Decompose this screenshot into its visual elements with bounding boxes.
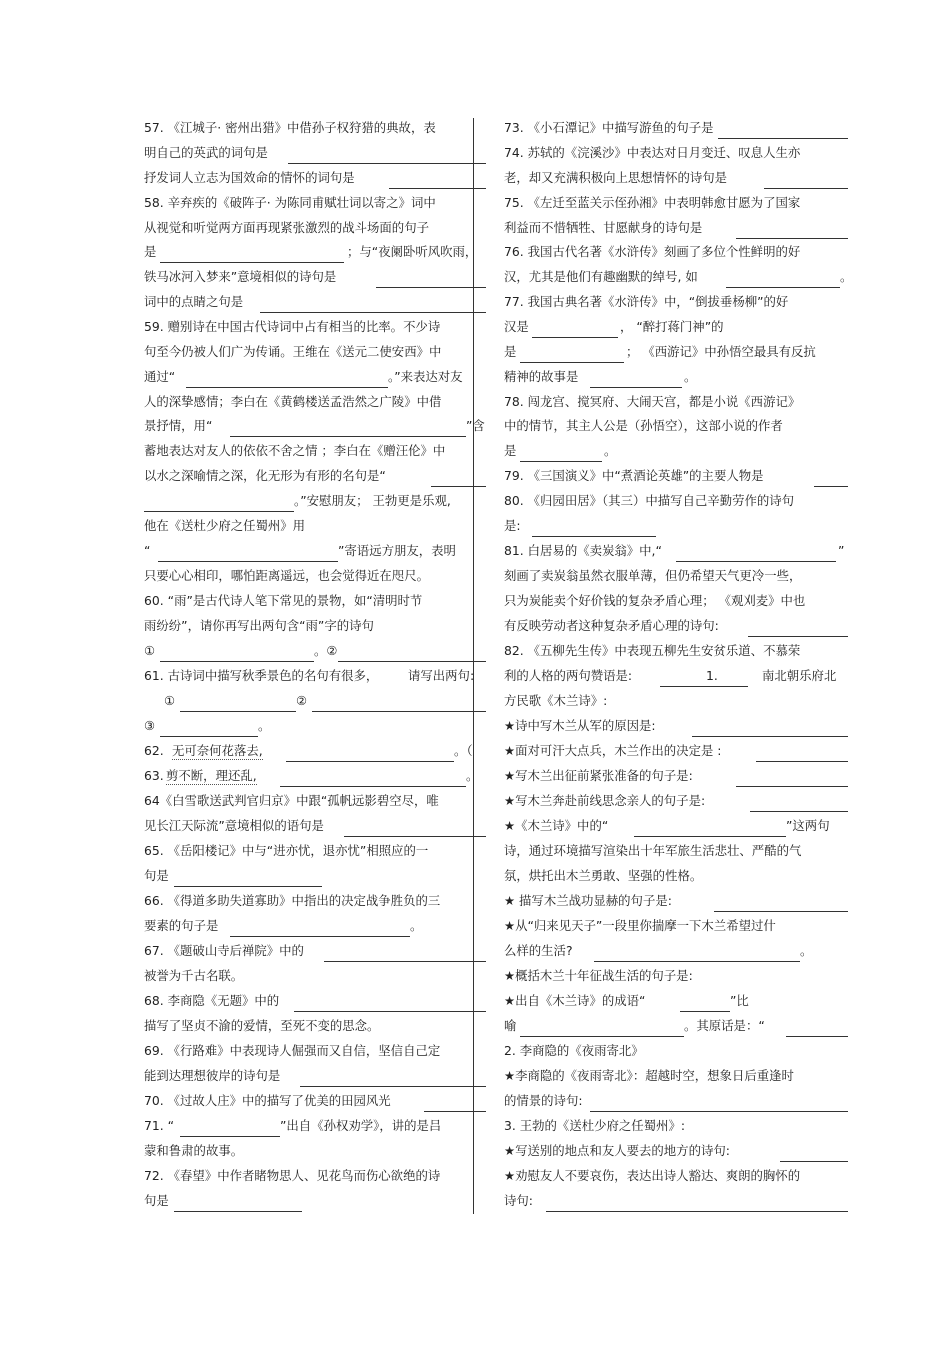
answer-blank[interactable]	[294, 1011, 486, 1012]
q62-end: 。（	[454, 743, 473, 758]
answer-blank[interactable]	[590, 387, 682, 388]
q63-number: 63.	[144, 768, 164, 783]
q60-line3a: ①	[144, 643, 156, 658]
answer-blank[interactable]	[590, 1111, 848, 1112]
q79-line1: 79. 《三国演义》中“煮酒论英雄”的主要人物是	[504, 468, 764, 483]
q59-line7: 以水之深喻情之深，化无形为有形的名句是“	[144, 468, 386, 483]
answer-blank[interactable]	[180, 711, 296, 712]
q58-line5: 词中的点睛之句是	[144, 294, 244, 309]
q59-line10a: “	[144, 543, 151, 558]
q71-line2: 蒙和鲁肃的故事。	[144, 1143, 244, 1158]
answer-blank[interactable]	[312, 711, 486, 712]
answer-blank[interactable]	[736, 238, 848, 239]
q58-line3a: 是	[144, 244, 157, 259]
q65-line1: 65. 《岳阳楼记》中与“进亦忧，退亦忧”相照应的一	[144, 843, 429, 858]
q71-line1b: ”出自《孙权劝学》，讲的是吕	[280, 1118, 442, 1133]
answer-blank[interactable]	[750, 811, 848, 812]
mulan-q2: ★面对可汗大点兵，木兰作出的决定是 :	[504, 743, 722, 758]
q63-end: 。	[466, 768, 479, 783]
answer-blank[interactable]	[230, 936, 410, 937]
q75-line2: 利益而不惜牺牲、甘愿献身的诗句是	[504, 220, 703, 235]
q59-line6: 蓄地表达对友人的依依不舍之情 ；李白在《赠汪伦》中	[144, 443, 446, 458]
mulan-q9-line2b: 。其原话是：“	[684, 1018, 765, 1033]
q77-line4a: 精神的故事是	[504, 369, 579, 384]
q81-line1a: 81. 白居易的《卖炭翁》中,“	[504, 543, 662, 558]
section3-title: 3. 王勃的《送杜少府之任蜀州》:	[504, 1118, 686, 1133]
q77-line3b: ； 《西游记》中孙悟空最具有反抗	[626, 344, 816, 359]
q61-line1a: 61. 古诗词中描写秋季景色的名句有很多，	[144, 668, 379, 683]
answer-blank[interactable]	[692, 736, 848, 737]
answer-blank[interactable]	[160, 262, 344, 263]
q64-line1: 64《白雪歌送武判官归京》中跟“孤帆远影碧空尽，唯	[144, 793, 439, 808]
answer-blank[interactable]	[180, 1136, 280, 1137]
answer-blank[interactable]	[424, 1111, 486, 1112]
answer-blank[interactable]	[431, 486, 486, 487]
q67-line1: 67. 《题破山寺后禅院》中的	[144, 943, 304, 958]
q78-line3a: 是	[504, 443, 517, 458]
answer-blank[interactable]	[376, 287, 486, 288]
mulan-q9b: ”比	[730, 993, 749, 1008]
q58-line3b: ；与“夜阑卧听风吹雨，	[347, 244, 478, 259]
songbie-q2: ★劝慰友人不要哀伤，表达出诗人豁达、爽朗的胸怀的	[504, 1168, 801, 1183]
section1-number: 1.	[706, 668, 718, 683]
q60-line3b: 。②	[314, 643, 338, 658]
answer-blank[interactable]	[230, 436, 466, 437]
q81-line1b: ”	[838, 543, 845, 558]
q74-line1: 74. 苏轼的《浣溪沙》中表达对日月变迁、叹息人生亦	[504, 145, 801, 160]
answer-blank[interactable]	[280, 786, 466, 787]
q81-line3: 只为炭能卖个好价钱的复杂矛盾心理； 《观刈麦》中也	[504, 593, 806, 608]
answer-blank[interactable]	[338, 661, 486, 662]
mulan-q7: ★从“归来见天子”一段里你揣摩一下木兰希望过什	[504, 918, 776, 933]
answer-blank[interactable]	[532, 337, 618, 338]
q78-line3b: 。	[604, 443, 617, 458]
q59-line5a: 景抒情，用“	[144, 418, 213, 433]
q70-line1: 70. 《过故人庄》中的描写了优美的田园风光	[144, 1093, 391, 1108]
answer-blank[interactable]	[532, 536, 656, 537]
answer-blank[interactable]	[344, 836, 486, 837]
mulan-q8: ★概括木兰十年征战生活的句子是:	[504, 968, 693, 983]
section1-title-cont: 方民歌《木兰诗》:	[504, 693, 608, 708]
mulan-q4: ★写木兰奔赴前线思念亲人的句子是:	[504, 793, 706, 808]
q57-line3: 抒发词人立志为国效命的情怀的词句是	[144, 170, 355, 185]
q67-line2: 被誉为千古名联。	[144, 968, 244, 983]
q59-line1: 59. 赠别诗在中国古代诗词中占有相当的比率。不少诗	[144, 319, 441, 334]
answer-blank[interactable]	[748, 636, 848, 637]
q76-line2b: 。	[840, 269, 853, 284]
answer-blank[interactable]	[660, 686, 748, 687]
answer-blank[interactable]	[814, 486, 848, 487]
q68-line1: 68. 李商隐《无题》中的	[144, 993, 280, 1008]
q77-line2b: ， “醉打蒋门神”的	[620, 319, 724, 334]
answer-blank[interactable]	[520, 362, 624, 363]
answer-blank[interactable]	[286, 761, 454, 762]
q57-line2: 明自己的英武的词句是	[144, 145, 268, 160]
q80-line1: 80. 《归园田居》（其三）中描写自己辛勤劳作的诗句	[504, 493, 795, 508]
q64-line2: 见长江天际流”意境相似的语句是	[144, 818, 324, 833]
q66-line2b: 。	[410, 918, 423, 933]
q59-line10b: ”寄语远方朋友，表明	[338, 543, 456, 558]
q74-line2: 老，却又充满积极向上思想情怀的诗句是	[504, 170, 728, 185]
answer-blank[interactable]	[786, 1036, 848, 1037]
answer-blank[interactable]	[520, 1036, 684, 1037]
answer-blank[interactable]	[736, 786, 848, 787]
q68-line2: 描写了坚贞不渝的爱情，至死不变的思念。	[144, 1018, 380, 1033]
songbie-q1: ★写送别的地点和友人要去的地方的诗句:	[504, 1143, 730, 1158]
q80-line2: 是:	[504, 518, 521, 533]
answer-blank[interactable]	[676, 561, 836, 562]
answer-blank[interactable]	[594, 961, 800, 962]
q76-line1: 76. 我国古代名著《水浒传》刻画了多位个性鲜明的好	[504, 244, 801, 259]
yeyu-q1: ★李商隐的《夜雨寄北》：超越时空，想象日后重逢时	[504, 1068, 794, 1083]
answer-blank[interactable]	[634, 836, 786, 837]
answer-blank[interactable]	[324, 961, 486, 962]
mulan-q5-line2: 诗，通过环境描写渲染出十年军旅生活悲壮、严酷的气	[504, 843, 802, 858]
q72-line1: 72. 《春望》中作者睹物思人、见花鸟而伤心欲绝的诗	[144, 1168, 441, 1183]
q82-line1: 82. 《五柳先生传》中表现五柳先生安贫乐道、不慕荣	[504, 643, 801, 658]
answer-blank[interactable]	[260, 312, 486, 313]
q77-line4b: 。	[684, 369, 697, 384]
q61-line2a: ①	[164, 693, 176, 708]
q62-number: 62.	[144, 743, 164, 758]
q81-line2: 刻画了卖炭翁虽然衣服单薄，但仍希望天气更冷一些，	[504, 568, 802, 583]
q60-line2: 雨纷纷”，请你再写出两句含“雨”字的诗句	[144, 618, 374, 633]
q57-line1: 57. 《江城子· 密州出猎》中借孙子权狩猎的典故，表	[144, 120, 436, 135]
q77-line3a: 是	[504, 344, 517, 359]
answer-blank[interactable]	[288, 163, 486, 164]
q75-line1: 75. 《左迁至蓝关示侄孙湘》中表明韩愈甘愿为了国家	[504, 195, 801, 210]
answer-blank[interactable]	[546, 1211, 848, 1212]
q61-line1b: 请写出两句:	[408, 668, 475, 683]
q61-line3b: 。	[258, 718, 271, 733]
mulan-q6: ★ 描写木兰战功显赫的句子是:	[504, 893, 672, 908]
q81-line4: 有反映劳动者这种复杂矛盾心理的诗句:	[504, 618, 719, 633]
mulan-q3: ★写木兰出征前紧张准备的句子是:	[504, 768, 693, 783]
mulan-q5b: ”这两句	[786, 818, 830, 833]
answer-blank[interactable]	[389, 188, 486, 189]
mulan-q9a: ★出自《木兰诗》的成语“	[504, 993, 646, 1008]
q59-line4: 人的深挚感情；李白在《黄鹤楼送孟浩然之广陵》中借	[144, 394, 442, 409]
q63-prompt: 剪不断，理还乱,	[166, 768, 257, 783]
mulan-q1: ★诗中写木兰从军的原因是:	[504, 718, 656, 733]
q59-line11: 只要心心相印，哪怕距离遥远，也会觉得近在咫尺。	[144, 568, 429, 583]
answer-blank[interactable]	[714, 911, 848, 912]
answer-blank[interactable]	[158, 561, 338, 562]
answer-blank[interactable]	[160, 736, 258, 737]
q78-line1: 78. 闯龙宫、搅冥府、大闹天宫，都是小说《西游记》	[504, 394, 801, 409]
q82-line2a: 利的人格的两句赞语是:	[504, 668, 633, 683]
q62-prompt: 无可奈何花落去,	[172, 743, 263, 758]
mulan-q5-line3: 氛，烘托出木兰勇敢、坚强的性格。	[504, 868, 703, 883]
column-divider	[473, 118, 474, 1214]
q69-line2: 能到达理想彼岸的诗句是	[144, 1068, 281, 1083]
answer-blank[interactable]	[160, 661, 314, 662]
q73-line1: 73. 《小石潭记》中描写游鱼的句子是	[504, 120, 714, 135]
q59-line2: 句至今仍被人们广为传诵。王维在《送元二使安西》中	[144, 344, 442, 359]
answer-blank[interactable]	[764, 188, 848, 189]
q60-line1: 60. “雨”是古代诗人笔下常见的景物，如“清明时节	[144, 593, 423, 608]
mulan-q9-line2a: 喻	[504, 1018, 517, 1033]
q58-line4: 铁马冰河入梦来”意境相似的诗句是	[144, 269, 337, 284]
q61-line3a: ③	[144, 718, 156, 733]
q59-line9: 他在《送杜少府之任蜀州》用	[144, 518, 306, 533]
q65-line2: 句是	[144, 868, 169, 883]
q61-line2b: ②	[296, 693, 308, 708]
section2-title: 2. 李商隐的《夜雨寄北》	[504, 1043, 644, 1058]
answer-blank[interactable]	[780, 1161, 848, 1162]
q59-line3a: 通过“	[144, 369, 176, 384]
answer-blank[interactable]	[186, 387, 388, 388]
mulan-q5a: ★《木兰诗》中的“	[504, 818, 609, 833]
answer-blank[interactable]	[520, 461, 602, 462]
q59-line3b: 。”来表达对友	[388, 369, 463, 384]
q59-line8: 。”安慰朋友； 王勃更是乐观,	[294, 493, 451, 508]
answer-blank[interactable]	[718, 138, 848, 139]
q71-line1a: 71. “	[144, 1118, 175, 1133]
mulan-q7-line2a: 么样的生活?	[504, 943, 573, 958]
yeyu-q1-line2: 的情景的诗句:	[504, 1093, 583, 1108]
q78-line2: 中的情节，其主人公是（孙悟空），这部小说的作者	[504, 418, 783, 433]
answer-blank[interactable]	[174, 886, 322, 887]
q69-line1: 69. 《行路难》中表现诗人倔强而又自信，坚信自己定	[144, 1043, 441, 1058]
answer-blank[interactable]	[144, 511, 294, 512]
q77-line1: 77. 我国古典名著《水浒传》中，“倒拔垂杨柳”的好	[504, 294, 789, 309]
q58-line2: 从视觉和听觉两方面再现紧张激烈的战斗场面的句子	[144, 220, 429, 235]
answer-blank[interactable]	[756, 761, 848, 762]
answer-blank[interactable]	[726, 287, 840, 288]
answer-blank[interactable]	[300, 1086, 486, 1087]
mulan-q7-line2b: 。	[800, 943, 813, 958]
answer-blank[interactable]	[174, 1211, 302, 1212]
q66-line1: 66. 《得道多助失道寡助》中指出的决定战争胜负的三	[144, 893, 441, 908]
q76-line2a: 汉，尤其是他们有趣幽默的绰号, 如	[504, 269, 698, 284]
q58-line1: 58. 辛弃疾的《破阵子· 为陈同甫赋壮词以寄之》词中	[144, 195, 436, 210]
q66-line2a: 要素的句子是	[144, 918, 219, 933]
songbie-q2-line2: 诗句:	[504, 1193, 533, 1208]
answer-blank[interactable]	[680, 1011, 730, 1012]
q59-line5b: ”含	[466, 418, 485, 433]
q72-line2: 句是	[144, 1193, 169, 1208]
q77-line2a: 汉是	[504, 319, 529, 334]
section1-title: 南北朝乐府北	[762, 668, 837, 683]
